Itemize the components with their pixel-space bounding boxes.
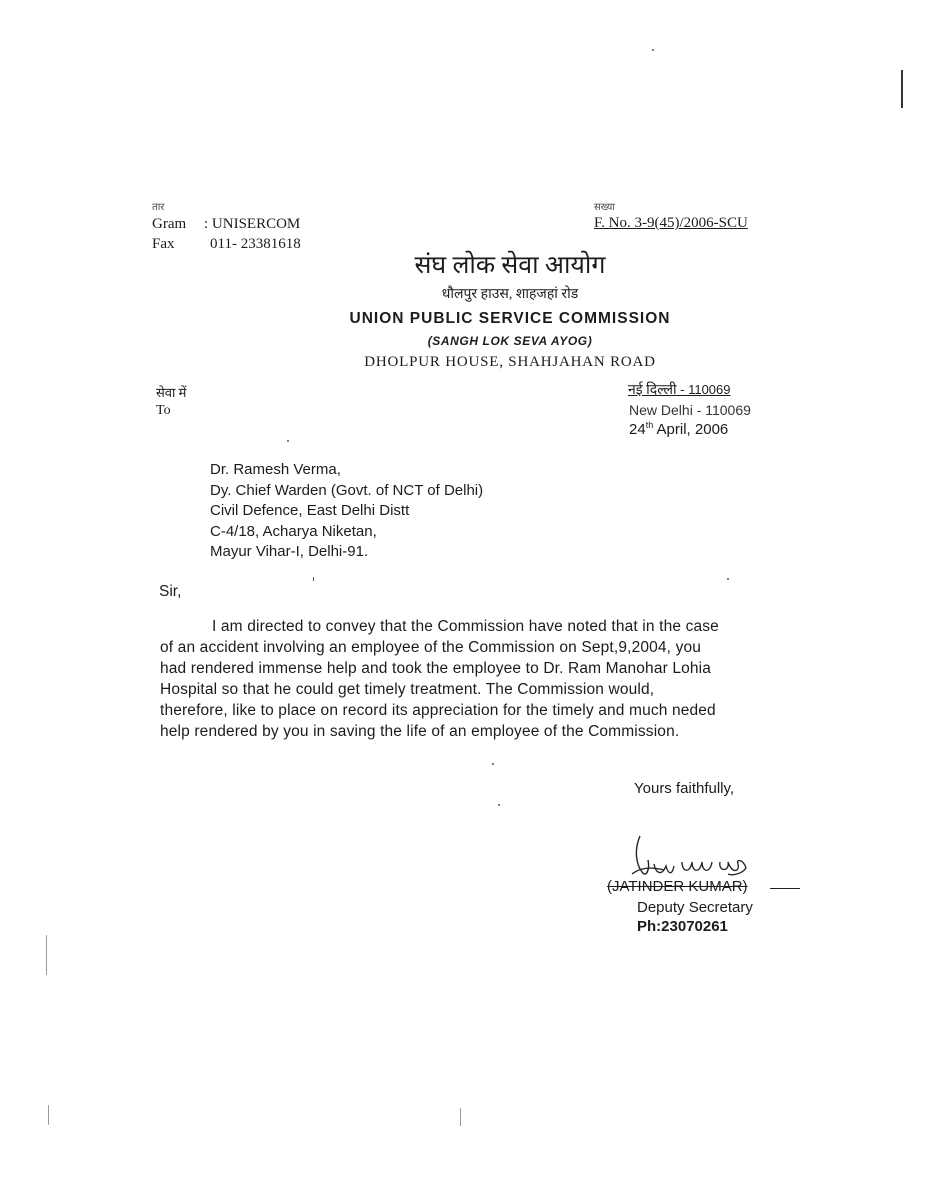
date-day: 24: [629, 421, 646, 438]
scan-speck: [492, 763, 494, 765]
letter-body: [160, 616, 719, 742]
hindi-address: धौलपुर हाउस, शाहजहां रोड: [441, 287, 579, 302]
signatory-phone: Ph:23070261: [637, 918, 728, 935]
place-city: New Delhi - 110069: [629, 402, 751, 418]
salutation: Sir,: [159, 583, 182, 600]
fax-value: 011- 23381618: [210, 236, 301, 252]
recipient-address: [210, 460, 483, 563]
gram-line: [152, 216, 300, 233]
recipient-line: Dy. Chief Warden (Govt. of NCT of Delhi): [210, 481, 484, 499]
closing: Yours faithfully,: [634, 780, 735, 797]
to-label: To: [156, 403, 171, 418]
signatory-designation: Deputy Secretary: [637, 899, 753, 916]
hindi-sankhya-label: सख्या: [594, 202, 615, 213]
scan-speck: [48, 1105, 49, 1125]
body-line: therefore, like to place on record its appreciation for the timely and much neded: [160, 702, 716, 719]
scan-speck: [727, 578, 729, 580]
commission-alt-name: (SANGH LOK SEVA AYOG): [427, 334, 593, 348]
letter-date: [629, 420, 728, 438]
hindi-city: नई दिल्ली: [628, 383, 677, 398]
hindi-place: [628, 380, 731, 399]
hindi-commission-name: संघ लोक सेवा आयोग: [414, 252, 606, 279]
date-rest: April, 2006: [653, 421, 729, 438]
body-line: Hospital so that he could get timely treatment. The Commission would,: [160, 681, 655, 698]
recipient-line: Dr. Ramesh Verma,: [210, 461, 341, 478]
body-line: of an accident involving an employee of the Commission on Sept,9,2004, you: [160, 639, 702, 656]
file-number: F. No. 3-9(45)/2006-SCU: [594, 215, 748, 231]
recipient-line: Civil Defence, East Delhi Distt: [210, 502, 410, 519]
body-line: I am directed to convey that the Commission have noted that in the case: [212, 618, 719, 635]
scan-speck: [313, 577, 314, 581]
scan-speck: [287, 440, 289, 442]
date-suffix: th: [645, 420, 654, 430]
scan-speck: [46, 935, 47, 975]
hindi-tar-label: तार: [152, 202, 165, 213]
scan-speck: [652, 49, 654, 51]
gram-label: Gram: [152, 216, 187, 232]
commission-name: UNION PUBLIC SERVICE COMMISSION: [349, 310, 671, 327]
commission-address: DHOLPUR HOUSE, SHAHJAHAN ROAD: [364, 354, 656, 370]
gram-value: : UNISERCOM: [204, 216, 301, 232]
scan-speck: [460, 1108, 461, 1126]
body-line: had rendered immense help and took the employee to Dr. Ram Manohar Lohia: [160, 660, 712, 677]
scan-speck: [498, 804, 500, 806]
body-line: help rendered by you in saving the life of an employee of the Commission.: [160, 723, 680, 740]
recipient-line: C-4/18, Acharya Niketan,: [210, 522, 377, 540]
hindi-to-label: सेवा में: [156, 385, 187, 400]
hindi-pin: - 110069: [680, 382, 731, 397]
letterhead: [0, 250, 927, 373]
signatory-name: (JATINDER KUMAR): [607, 878, 748, 895]
fax-label: Fax: [152, 236, 175, 252]
scan-edge-mark: [901, 70, 903, 108]
recipient-line: Mayur Vihar-I, Delhi-91.: [210, 543, 369, 560]
signature-strike-line: [770, 888, 800, 889]
